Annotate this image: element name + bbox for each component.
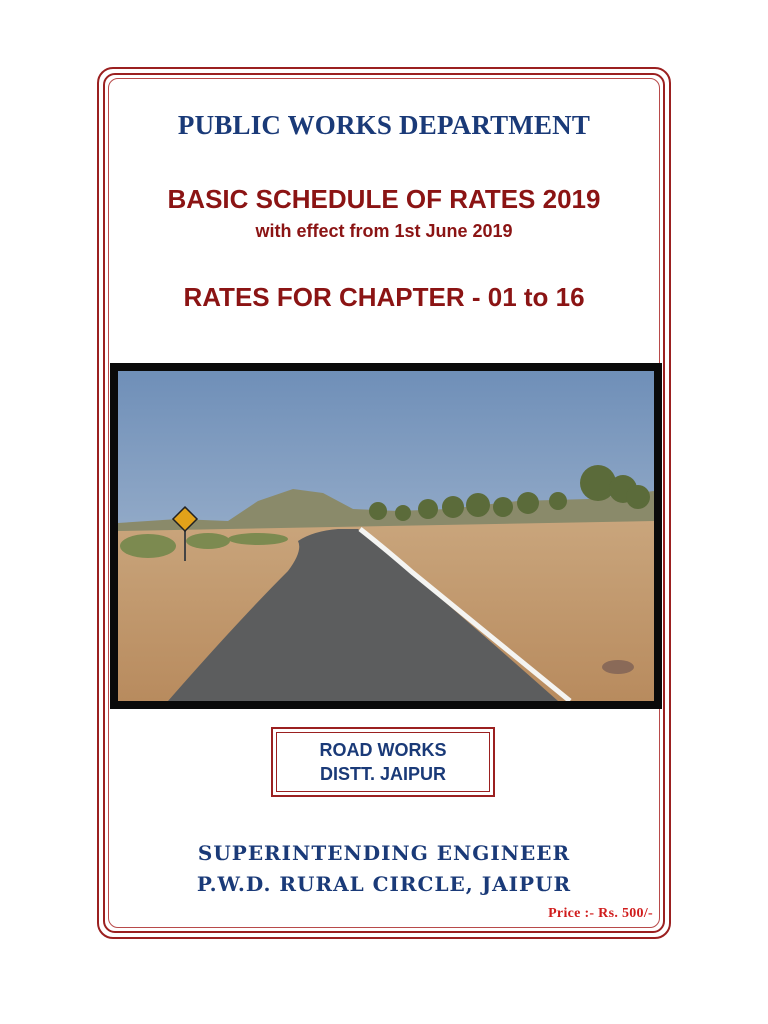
- price-label: Price :- Rs. 500/-: [548, 906, 653, 921]
- road-photo: [110, 363, 662, 709]
- department-title: PUBLIC WORKS DEPARTMENT: [177, 110, 591, 140]
- effective-date: with effect from 1st June 2019: [255, 221, 513, 241]
- division-box-inner: [276, 732, 490, 792]
- division-line-1: ROAD WORKS: [319, 740, 447, 760]
- schedule-title: BASIC SCHEDULE OF RATES 2019: [167, 184, 601, 214]
- road-photo-illustration: [118, 371, 654, 701]
- designation: SUPERINTENDING ENGINEER: [197, 841, 571, 865]
- office-name: P.W.D. RURAL CIRCLE, JAIPUR: [196, 872, 572, 896]
- rock: [602, 660, 634, 674]
- division-line-2: DISTT. JAIPUR: [319, 764, 447, 784]
- chapters-title: RATES FOR CHAPTER - 01 to 16: [183, 282, 585, 312]
- division-box: [271, 727, 495, 797]
